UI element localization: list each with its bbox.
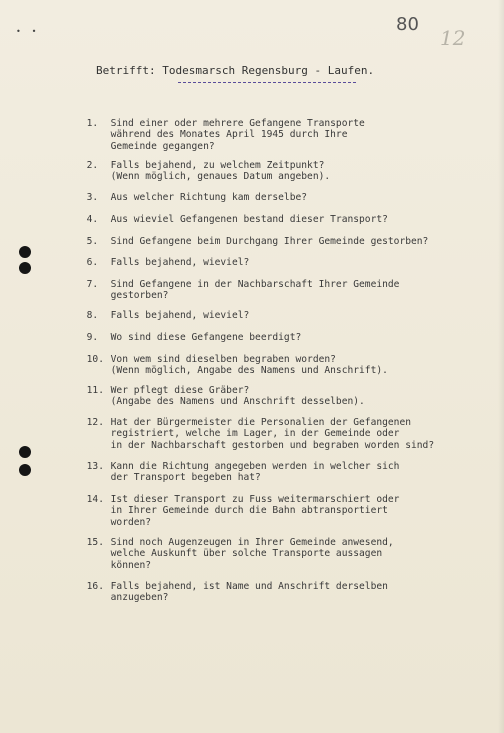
question-text: Ist dieser Transport zu Fuss weitermarschiert oder in Ihrer Gemeinde durch die Bahn abtransportiert worden? — [110, 493, 400, 528]
question-text: Sind Gefangene in der Nachbarschaft Ihrer Gemeinde gestorben? — [110, 278, 400, 301]
punch-hole-upper — [19, 246, 31, 258]
page-number: 80 — [396, 14, 419, 35]
question-number: 4. — [86, 213, 99, 225]
question-number: 12. — [86, 416, 104, 428]
punch-hole-upper-2 — [19, 262, 31, 274]
top-marks: • • — [16, 27, 40, 36]
page-edge-shadow — [498, 0, 504, 733]
question-text: Wo sind diese Gefangene beerdigt? — [110, 331, 302, 343]
question-number: 7. — [86, 278, 99, 290]
question-number: 15. — [86, 536, 104, 548]
question-number: 5. — [86, 235, 99, 247]
question-number: 11. — [86, 384, 104, 396]
question-16 — [52, 569, 388, 615]
question-text: Falls bejahend, wieviel? — [110, 309, 250, 321]
question-text: Falls bejahend, zu welchem Zeitpunkt? (Wenn möglich, genaues Datum angeben). — [110, 159, 331, 182]
question-number: 6. — [86, 256, 99, 268]
punch-hole-lower — [19, 446, 31, 458]
question-text: Wer pflegt diese Gräber? (Angabe des Namens und Anschrift desselben). — [110, 384, 365, 407]
subject-line: Betrifft: Todesmarsch Regensburg - Laufen. — [96, 64, 375, 77]
question-text: Sind einer oder mehrere Gefangene Transporte während des Monates April 1945 durch Ihre Gemeinde gegangen? — [110, 117, 365, 152]
handwritten-mark: 12 — [440, 26, 466, 50]
question-text: Kann die Richtung angegeben werden in welcher sich der Transport begeben hat? — [110, 460, 400, 483]
question-text: Falls bejahend, wieviel? — [110, 256, 250, 268]
question-number: 1. — [86, 117, 99, 129]
question-number: 16. — [86, 580, 104, 592]
question-number: 14. — [86, 493, 104, 505]
question-number: 2. — [86, 159, 99, 171]
question-number: 13. — [86, 460, 104, 472]
question-number: 8. — [86, 309, 99, 321]
question-text: Sind noch Augenzeugen in Ihrer Gemeinde anwesend, welche Auskunft über solche Transporte aussagen können? — [110, 536, 394, 571]
question-text: Aus wieviel Gefangenen bestand dieser Transport? — [110, 213, 388, 225]
punch-hole-lower-2 — [19, 464, 31, 476]
question-text: Von wem sind dieselben begraben worden? (Wenn möglich, Angabe des Namens und Anschrift). — [110, 353, 388, 376]
question-text: Hat der Bürgermeister die Personalien der Gefangenen registriert, welche im Lager, in der Gemeinde oder in der Nachbarschaft gestorben und begraben worden sind? — [110, 416, 435, 451]
question-number: 3. — [86, 191, 99, 203]
question-text: Aus welcher Richtung kam derselbe? — [110, 191, 308, 203]
question-text: Sind Gefangene beim Durchgang Ihrer Gemeinde gestorben? — [110, 235, 429, 247]
question-number: 10. — [86, 353, 104, 365]
question-text: Falls bejahend, ist Name und Anschrift derselben anzugeben? — [110, 580, 388, 603]
question-number: 9. — [86, 331, 99, 343]
